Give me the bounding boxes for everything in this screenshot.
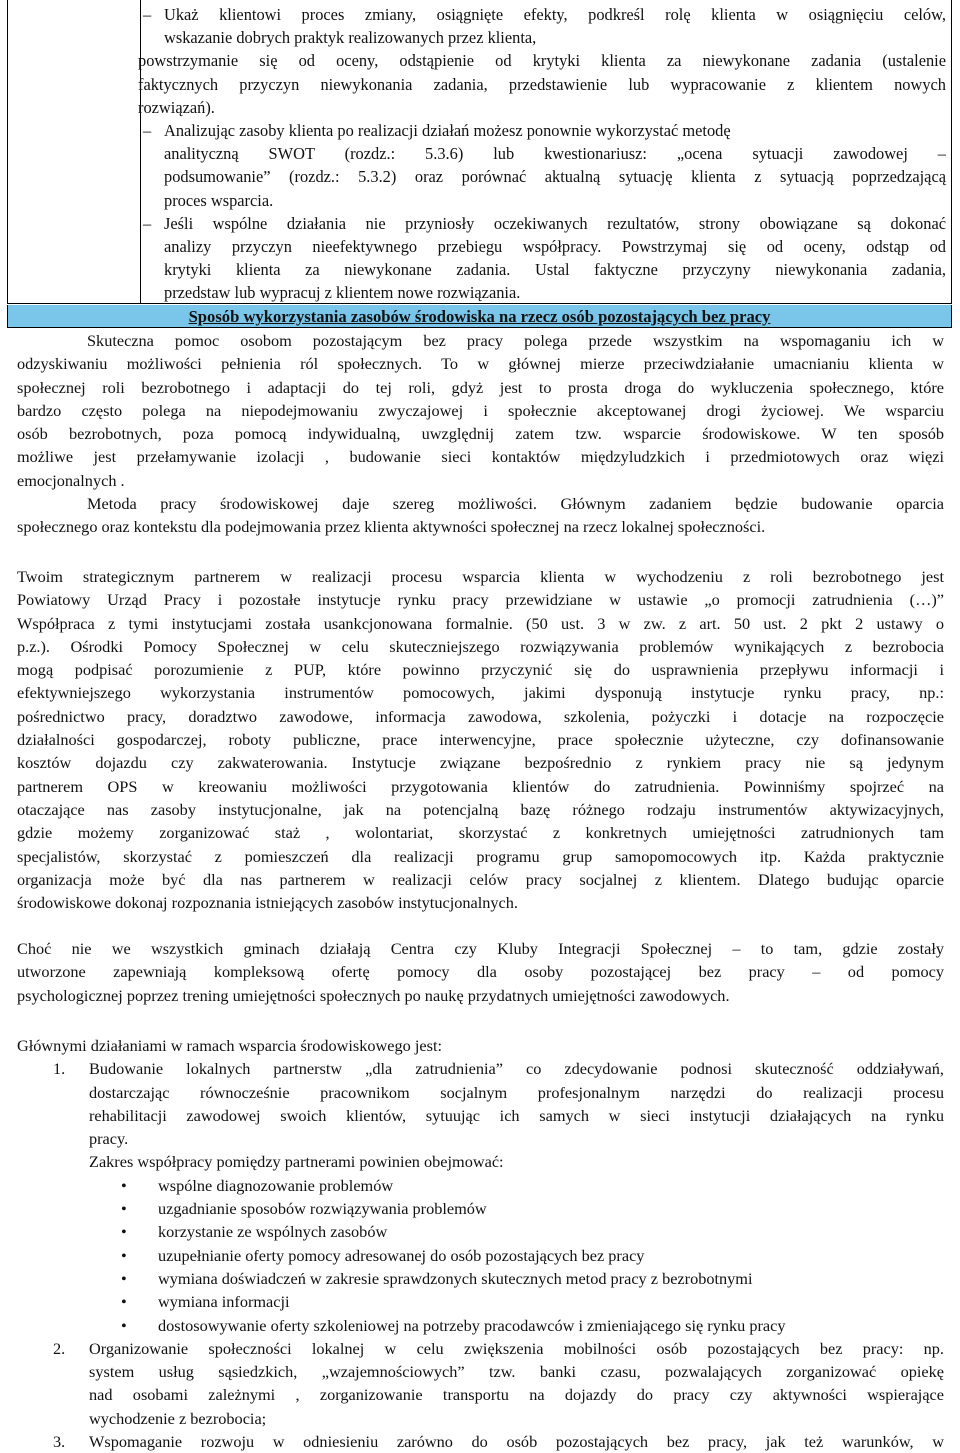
list-item-number: 3. (53, 1432, 66, 1452)
sub-list-item-text: • wymiana doświadczeń w zakresie sprawdzonych skutecznych metod pracy z bezrobotnymi (158, 1268, 753, 1288)
list-item (17, 1337, 944, 1430)
paragraph-line: kosztów dojazdu czy zakwaterowania. Instytucje związane bezpośrednio z rynkiem pracy nie są jedynym (17, 753, 944, 773)
list-item-line: nad osobami zależnymi , zorganizowanie transportu na dojazdy do pracy czy aktywności wspierające (89, 1385, 944, 1405)
paragraph-line: osób bezrobotnych, poza pomocą indywidualną, uwzględnij zatem tzw. wsparcie środowiskowe. W ten sposób (17, 424, 944, 444)
sub-list-item (17, 1244, 944, 1267)
bullet-item (138, 212, 946, 305)
paragraph-line: gdzie możemy zorganizować staż , wolontariat, skorzystać z konkretnych umiejętności zatrudnionych tam (17, 823, 944, 843)
sub-list-item (17, 1267, 944, 1290)
paragraph-line: możliwe jest przełamywanie izolacji , budowanie sieci kontaktów międzyludzkich i przedmiotowych oraz więzi (17, 447, 944, 467)
list-item-number: 1. (53, 1059, 66, 1079)
main-activities-section (17, 1034, 944, 1453)
paragraph-line: społecznego oraz kontekstu dla podejmowania przez klienta aktywności społecznej na rzecz lokalnej społeczności. (17, 517, 766, 537)
paragraph-line: Twoim strategicznym partnerem w realizacji procesu wsparcia klienta w wychodzeniu z roli bezrobotnego jest (17, 567, 944, 586)
bullet-item (138, 3, 946, 49)
list-item-line: Budowanie lokalnych partnerstw „dla zatrudnienia” co zdecydowanie podnosi skuteczność oddziaływań, (89, 1059, 944, 1079)
list-item-number: 2. (53, 1338, 66, 1358)
paragraph-line: organizacja może być dla nas partnerem w realizacji celów pracy socjalnej z klientem. Dlatego budując oparcie (17, 869, 944, 889)
section-heading-text: Sposób wykorzystania zasobów środowiska na rzecz osób pozostających bez pracy (188, 307, 771, 326)
paragraph-line: efektywniejszego wykorzystania instrumentów pomocowych, jakimi dysponują instytucje rynku pracy, np.: (17, 683, 944, 703)
list-item-line: dostarczając równocześnie pracownikom socjalnym profesjonalnym narzędzi do realizacji procesu (89, 1082, 944, 1102)
sub-list-item (17, 1314, 944, 1337)
sub-list-item-text: • uzupełnianie oferty pomocy adresowanej do osób pozostających bez pracy (158, 1245, 645, 1265)
paragraph-line: środowiskowe dokonaj rozpoznania istniejących zasobów instytucjonalnych. (17, 893, 518, 913)
list-item-line: pracy. (89, 1129, 129, 1149)
list-item (17, 1057, 944, 1173)
paragraph-line: odzyskiwaniu możliwości pełnienia ról społecznych. To w głównej mierze przeciwdziałanie umacnianiu klienta w (17, 354, 944, 374)
bullet-line: – Ukaż klientowi proces zmiany, osiągnięte efekty, podkreśl rolę klienta w osiągnięciu celów, (164, 5, 946, 24)
paragraph-environment-support (17, 329, 944, 539)
bullet-line: faktycznych przyczyn niewykonania zadania, przedstawienie lub wypracowanie z klientem nowych (138, 74, 946, 94)
list-item-line: Wspomaganie rozwoju w odniesieniu zarówno do osób pozostających bez pracy, jak też warunków, w (89, 1432, 944, 1452)
sub-list-intro: Zakres współpracy pomiędzy partnerami powinien obejmować: (89, 1152, 504, 1172)
paragraph-line: otaczające nas zasoby instytucjonalne, jak na potencjalną bazę różnego rodzaju instrumentów aktywizacyjnych, (17, 799, 944, 819)
section-heading (7, 305, 952, 328)
bullet-line: wskazanie dobrych praktyk realizowanych przez klienta, (164, 28, 537, 48)
bullet-line: analityczną SWOT (rozdz.: 5.3.6) lub kwestionariusz: „ocena sytuacji zawodowej – (164, 144, 946, 164)
paragraph-line: emocjonalnych . (17, 470, 125, 490)
paragraph-line: Powiatowy Urząd Pracy i pozostałe instytucje rynku pracy przewidziane w ustawie „o promocji zatrudnienia (…)” (17, 590, 944, 610)
list-item-line: wychodzenie z bezrobocia; (89, 1408, 267, 1428)
list-item (17, 1430, 944, 1453)
paragraph-line: utworzone zapewniają kompleksową ofertę pomocy dla osoby pozostającej bez pracy – od pomocy (17, 962, 944, 982)
bullet-continuation (138, 49, 946, 119)
paragraph-line: działalności gospodarczej, roboty publiczne, prace interwencyjne, prace społecznie użyteczne, czy dofinansowanie (17, 730, 944, 750)
sub-list-item (17, 1197, 944, 1220)
sub-list-item-text: • korzystanie ze wspólnych zasobów (158, 1222, 388, 1242)
list-item-line: system usług sąsiedzkich, „wzajemnościowych” tzw. banki czasu, pozwalających zorganizować opiekę (89, 1362, 944, 1382)
paragraph-line: społecznej roli bezrobotnego i adaptacji do tej roli, gdyż jest to prosta droga do wykluczenia społecznego, które (17, 377, 944, 397)
bullet-line: rozwiązań). (138, 97, 215, 117)
bullet-line: krytyki klienta za niewykonane zadania. Ustal faktyczne przyczyny niewykonania zadania, (164, 260, 946, 280)
paragraph-line: Metoda pracy środowiskowej daje szereg możliwości. Głównym zadaniem będzie budowanie oparcia (87, 494, 944, 514)
paragraph-line: Skuteczna pomoc osobom pozostającym bez pracy polega przede wszystkim na wspomaganiu ich w (87, 331, 944, 350)
bullet-line: – Jeśli wspólne działania nie przyniosły oczekiwanych rezultatów, strony obowiązane są dokonać (164, 213, 946, 233)
bullet-line: – Analizując zasoby klienta po realizacji działań możesz ponownie wykorzystać metodę (164, 121, 731, 141)
sub-list-item-text: • uzgadnianie sposobów rozwiązywania problemów (158, 1199, 487, 1219)
paragraph-line: Współpraca z tymi instytucjami została usankcjonowana formalnie. (50 ust. 3 w zw. z art. 50 ust. 2 pkt 2 ustawy o (17, 613, 944, 633)
paragraph-line: specjalistów, skorzystać z pomieszczeń dla realizacji programu grup samopomocowych itp. Każda praktycznie (17, 846, 944, 866)
paragraph-line: p.z.). Ośrodki Pomocy Społecznej w celu skuteczniejszego rozwiązywania problemów wynikających z bezrobocia (17, 636, 944, 656)
sub-list-item (17, 1220, 944, 1243)
paragraph-line: psychologicznej poprzez trening umiejętności społecznych po naukę przydatnych umiejętności zawodowych. (17, 985, 730, 1005)
main-activities-list-continued (17, 1337, 944, 1453)
bullet-line: podsumowanie” (rozdz.: 5.3.2) oraz porównać aktualną sytuację klienta z sytuacją poprzedzającą (164, 167, 946, 187)
sub-list-item-text: • wspólne diagnozowanie problemów (158, 1175, 394, 1195)
cooperation-scope-list (17, 1174, 944, 1337)
sub-list-item (17, 1290, 944, 1313)
list-item-line: Organizowanie społeczności lokalnej w celu zwiększenia mobilności osób pozostających bez pracy: np. (89, 1338, 944, 1358)
sub-list-item-text: • wymiana informacji (158, 1292, 290, 1312)
paragraph-line: pośrednictwo pracy, doradztwo zawodowe, informacja zawodowa, szkolenia, pożyczki i dotacje na rozpoczęcie (17, 706, 944, 726)
paragraph-line: bardzo często polega na niepodejmowaniu zwyczajowej i społecznie akceptowanej drogi życiowej. We wsparciu (17, 400, 944, 420)
sub-list-item-text: • dostosowywanie oferty szkoleniowej na potrzeby pracodawców i zmieniającego się rynku pracy (158, 1315, 786, 1335)
paragraph-line: mogą podpisać porozumienie z PUP, które powinno przyczynić się do usprawnienia przepływu informacji i (17, 660, 944, 680)
paragraph-strategic-partner (17, 565, 944, 914)
bullet-line: przedstaw lub wypracuj z klientem nowe rozwiązania. (164, 283, 521, 303)
main-activities-list (17, 1057, 944, 1173)
guidance-bullets (138, 3, 946, 305)
bullet-line: powstrzymanie się od oceny, odstąpienie od krytyki klienta za niewykonane zadania (ustalenie (138, 51, 946, 71)
paragraph-integration-centres (17, 937, 944, 1007)
list-intro: Głównymi działaniami w ramach wsparcia środowiskowego jest: (17, 1036, 443, 1055)
sub-list-item (17, 1174, 944, 1197)
list-item-line: rehabilitacji zawodowej swoich klientów, sytuując ich samych w sieci instytucji działających na rynku (89, 1105, 944, 1125)
bullet-line: analizy przyczyn nieefektywnego przebiegu współpracy. Powstrzymaj się od oceny, odstąp od (164, 237, 946, 257)
paragraph-line: partnerem OPS w kreowaniu możliwości przygotowania klientów do zatrudnienia. Powinniśmy spojrzeć na (17, 776, 944, 796)
bullet-line: proces wsparcia. (164, 190, 274, 210)
bullet-item (138, 119, 946, 212)
paragraph-line: Choć nie we wszystkich gminach działają Centra czy Kluby Integracji Społecznej – to tam, gdzie zostały (17, 939, 944, 958)
